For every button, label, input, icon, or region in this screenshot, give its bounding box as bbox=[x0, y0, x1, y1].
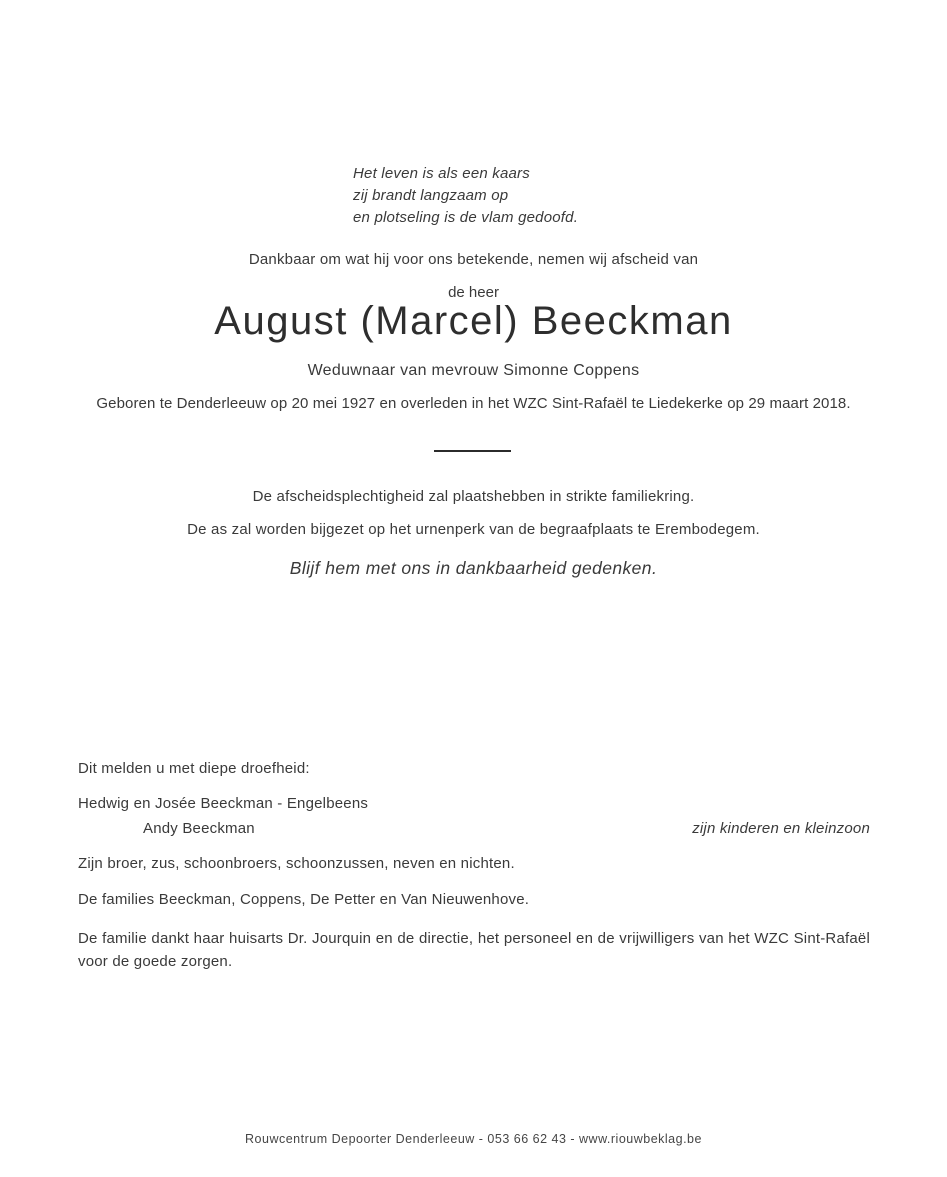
opening-poem bbox=[353, 163, 578, 229]
remembrance-motto: Blijf hem met ons in dankbaarheid gedenken. bbox=[289, 558, 658, 578]
life-dates-line: Geboren te Denderleeuw op 20 mei 1927 en overleden in het WZC Sint-Rafaël te Liedekerke op 29 maart 2018. bbox=[96, 395, 851, 412]
widower-line: Weduwnaar van mevrouw Simonne Coppens bbox=[307, 362, 640, 379]
poem-line-1: Het leven is als een kaars bbox=[353, 165, 530, 182]
dedication-line: Dankbaar om wat hij voor ons betekende, nemen wij afscheid van bbox=[248, 251, 699, 268]
funeral-home-footer: Rouwcentrum Depoorter Denderleeuw - 053 66 62 43 - www.riouwbeklag.be bbox=[245, 1132, 702, 1146]
honorific-line: de heer bbox=[448, 284, 499, 301]
ceremony-line-2: De as zal worden bijgezet op het urnenperk van de begraafplaats te Erembodegem. bbox=[187, 521, 760, 538]
poem-line-2: zij brandt langzaam op bbox=[353, 187, 509, 204]
grief-announcement: Dit melden u met diepe droefheid: bbox=[78, 760, 310, 777]
poem-line-3: en plotseling is de vlam gedoofd. bbox=[353, 209, 579, 226]
section-divider bbox=[434, 450, 511, 452]
children-relation-note: zijn kinderen en kleinzoon bbox=[692, 820, 870, 837]
children-line-1: Hedwig en Josée Beeckman - Engelbeens bbox=[78, 795, 369, 812]
children-line-2-row bbox=[78, 820, 870, 837]
children-line-2: Andy Beeckman bbox=[143, 820, 255, 837]
relatives-line: Zijn broer, zus, schoonbroers, schoonzussen, neven en nichten. bbox=[78, 855, 515, 872]
thanks-paragraph: De familie dankt haar huisarts Dr. Jourquin en de directie, het personeel en de vrijwilligers van het WZC Sint-Rafaël voor de goede zorgen. bbox=[78, 930, 870, 970]
families-line: De families Beeckman, Coppens, De Petter en Van Nieuwenhove. bbox=[78, 891, 530, 908]
deceased-name: August (Marcel) Beeckman bbox=[214, 299, 733, 343]
ceremony-line-1: De afscheidsplechtigheid zal plaatshebben in strikte familiekring. bbox=[252, 488, 695, 505]
